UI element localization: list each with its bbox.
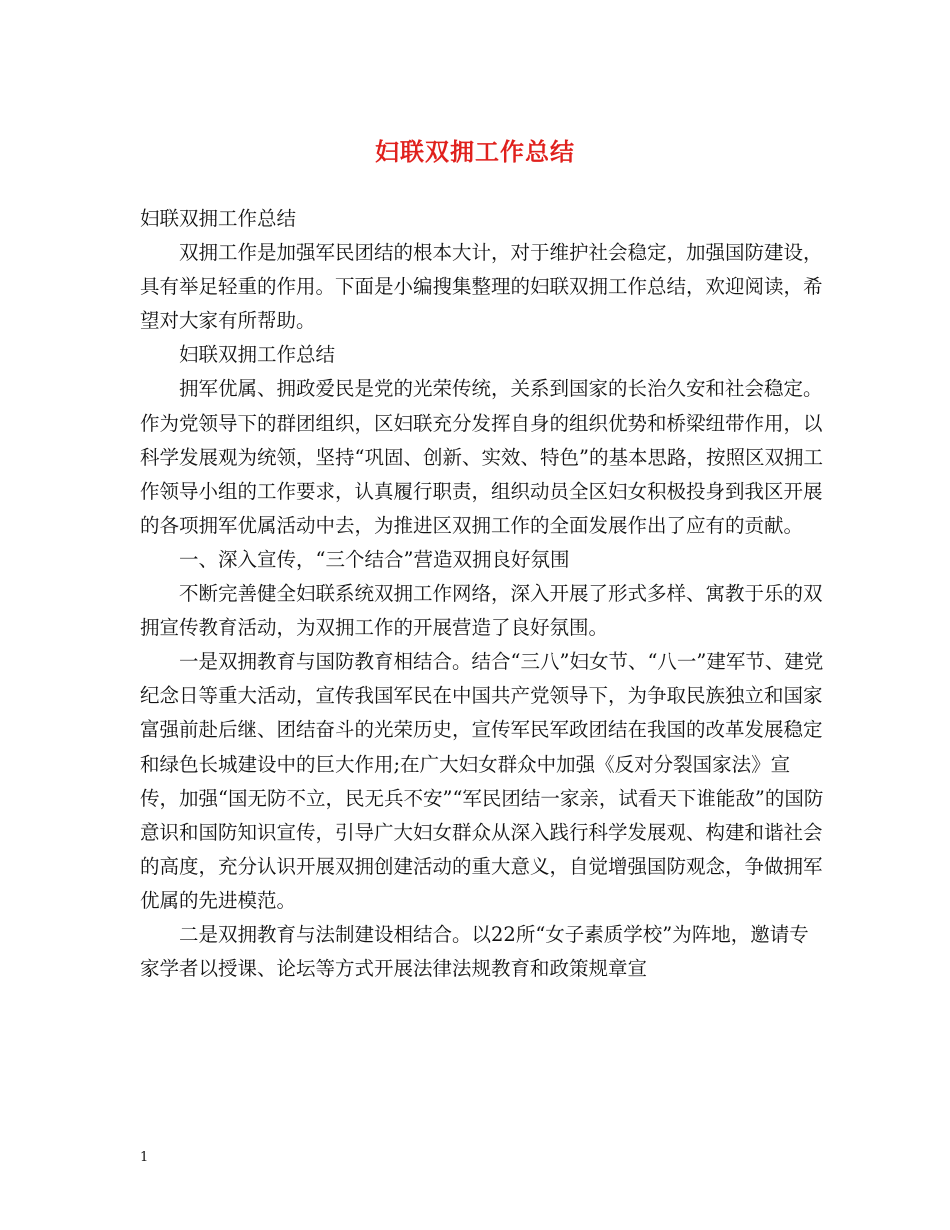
document-body <box>140 202 825 986</box>
body-paragraph: 拥军优属、拥政爱民是党的光荣传统，关系到国家的长治久安和社会稳定。作为党领导下的群团组织，区妇联充分发挥自身的组织优势和桥梁纽带作用，以科学发展观为统领，坚持“巩固、创新、实效、特色”的基本思路，按照区双拥工作领导小组的工作要求，认真履行职责，组织动员全区妇女积极投身到我区开展的各项拥军优属活动中去，为推进区双拥工作的全面发展作出了应有的贡献。 <box>140 377 823 537</box>
subtitle-line: 妇联双拥工作总结 <box>140 207 297 230</box>
intro-paragraph: 双拥工作是加强军民团结的根本大计，对于维护社会稳定，加强国防建设，具有举足轻重的作用。下面是小编搜集整理的妇联双拥工作总结，欢迎阅读，希望对大家有所帮助。 <box>140 241 823 333</box>
section-heading: 一、深入宣传，“三个结合”营造双拥良好氛围 <box>179 547 570 571</box>
body-paragraph: 一是双拥教育与国防教育相结合。结合“三八”妇女节、“八一”建军节、建党纪念日等重大活动，宣传我国军民在中国共产党领导下，为争取民族独立和国家富强前赴后继、团结奋斗的光荣历史，宣传军民军政团结在我国的改革发展稳定和绿色长城建设中的巨大作用;在广大妇女群众中加强《反对分裂国家法》宣传，加强“国无防不立，民无兵不安”“军民团结一家亲，试看天下谁能敌”的国防意识和国防知识宣传，引导广大妇女群众从深入践行科学发展观、构建和谐社会的高度，充分认识开展双拥创建活动的重大意义，自觉增强国防观念，争做拥军优属的先进模范。 <box>140 650 824 912</box>
section-heading: 妇联双拥工作总结 <box>179 343 336 367</box>
document-title: 妇联双拥工作总结 <box>375 137 575 166</box>
body-paragraph: 不断完善健全妇联系统双拥工作网络，深入开展了形式多样、寓教于乐的双拥宣传教育活动，为双拥工作的开展营造了良好氛围。 <box>140 582 823 640</box>
body-paragraph: 二是双拥教育与法制建设相结合。以22所“女子素质学校”为阵地，邀请专家学者以授课、论坛等方式开展法律法规教育和政策规章宣 <box>140 922 809 981</box>
page-number: 1 <box>140 1150 149 1165</box>
